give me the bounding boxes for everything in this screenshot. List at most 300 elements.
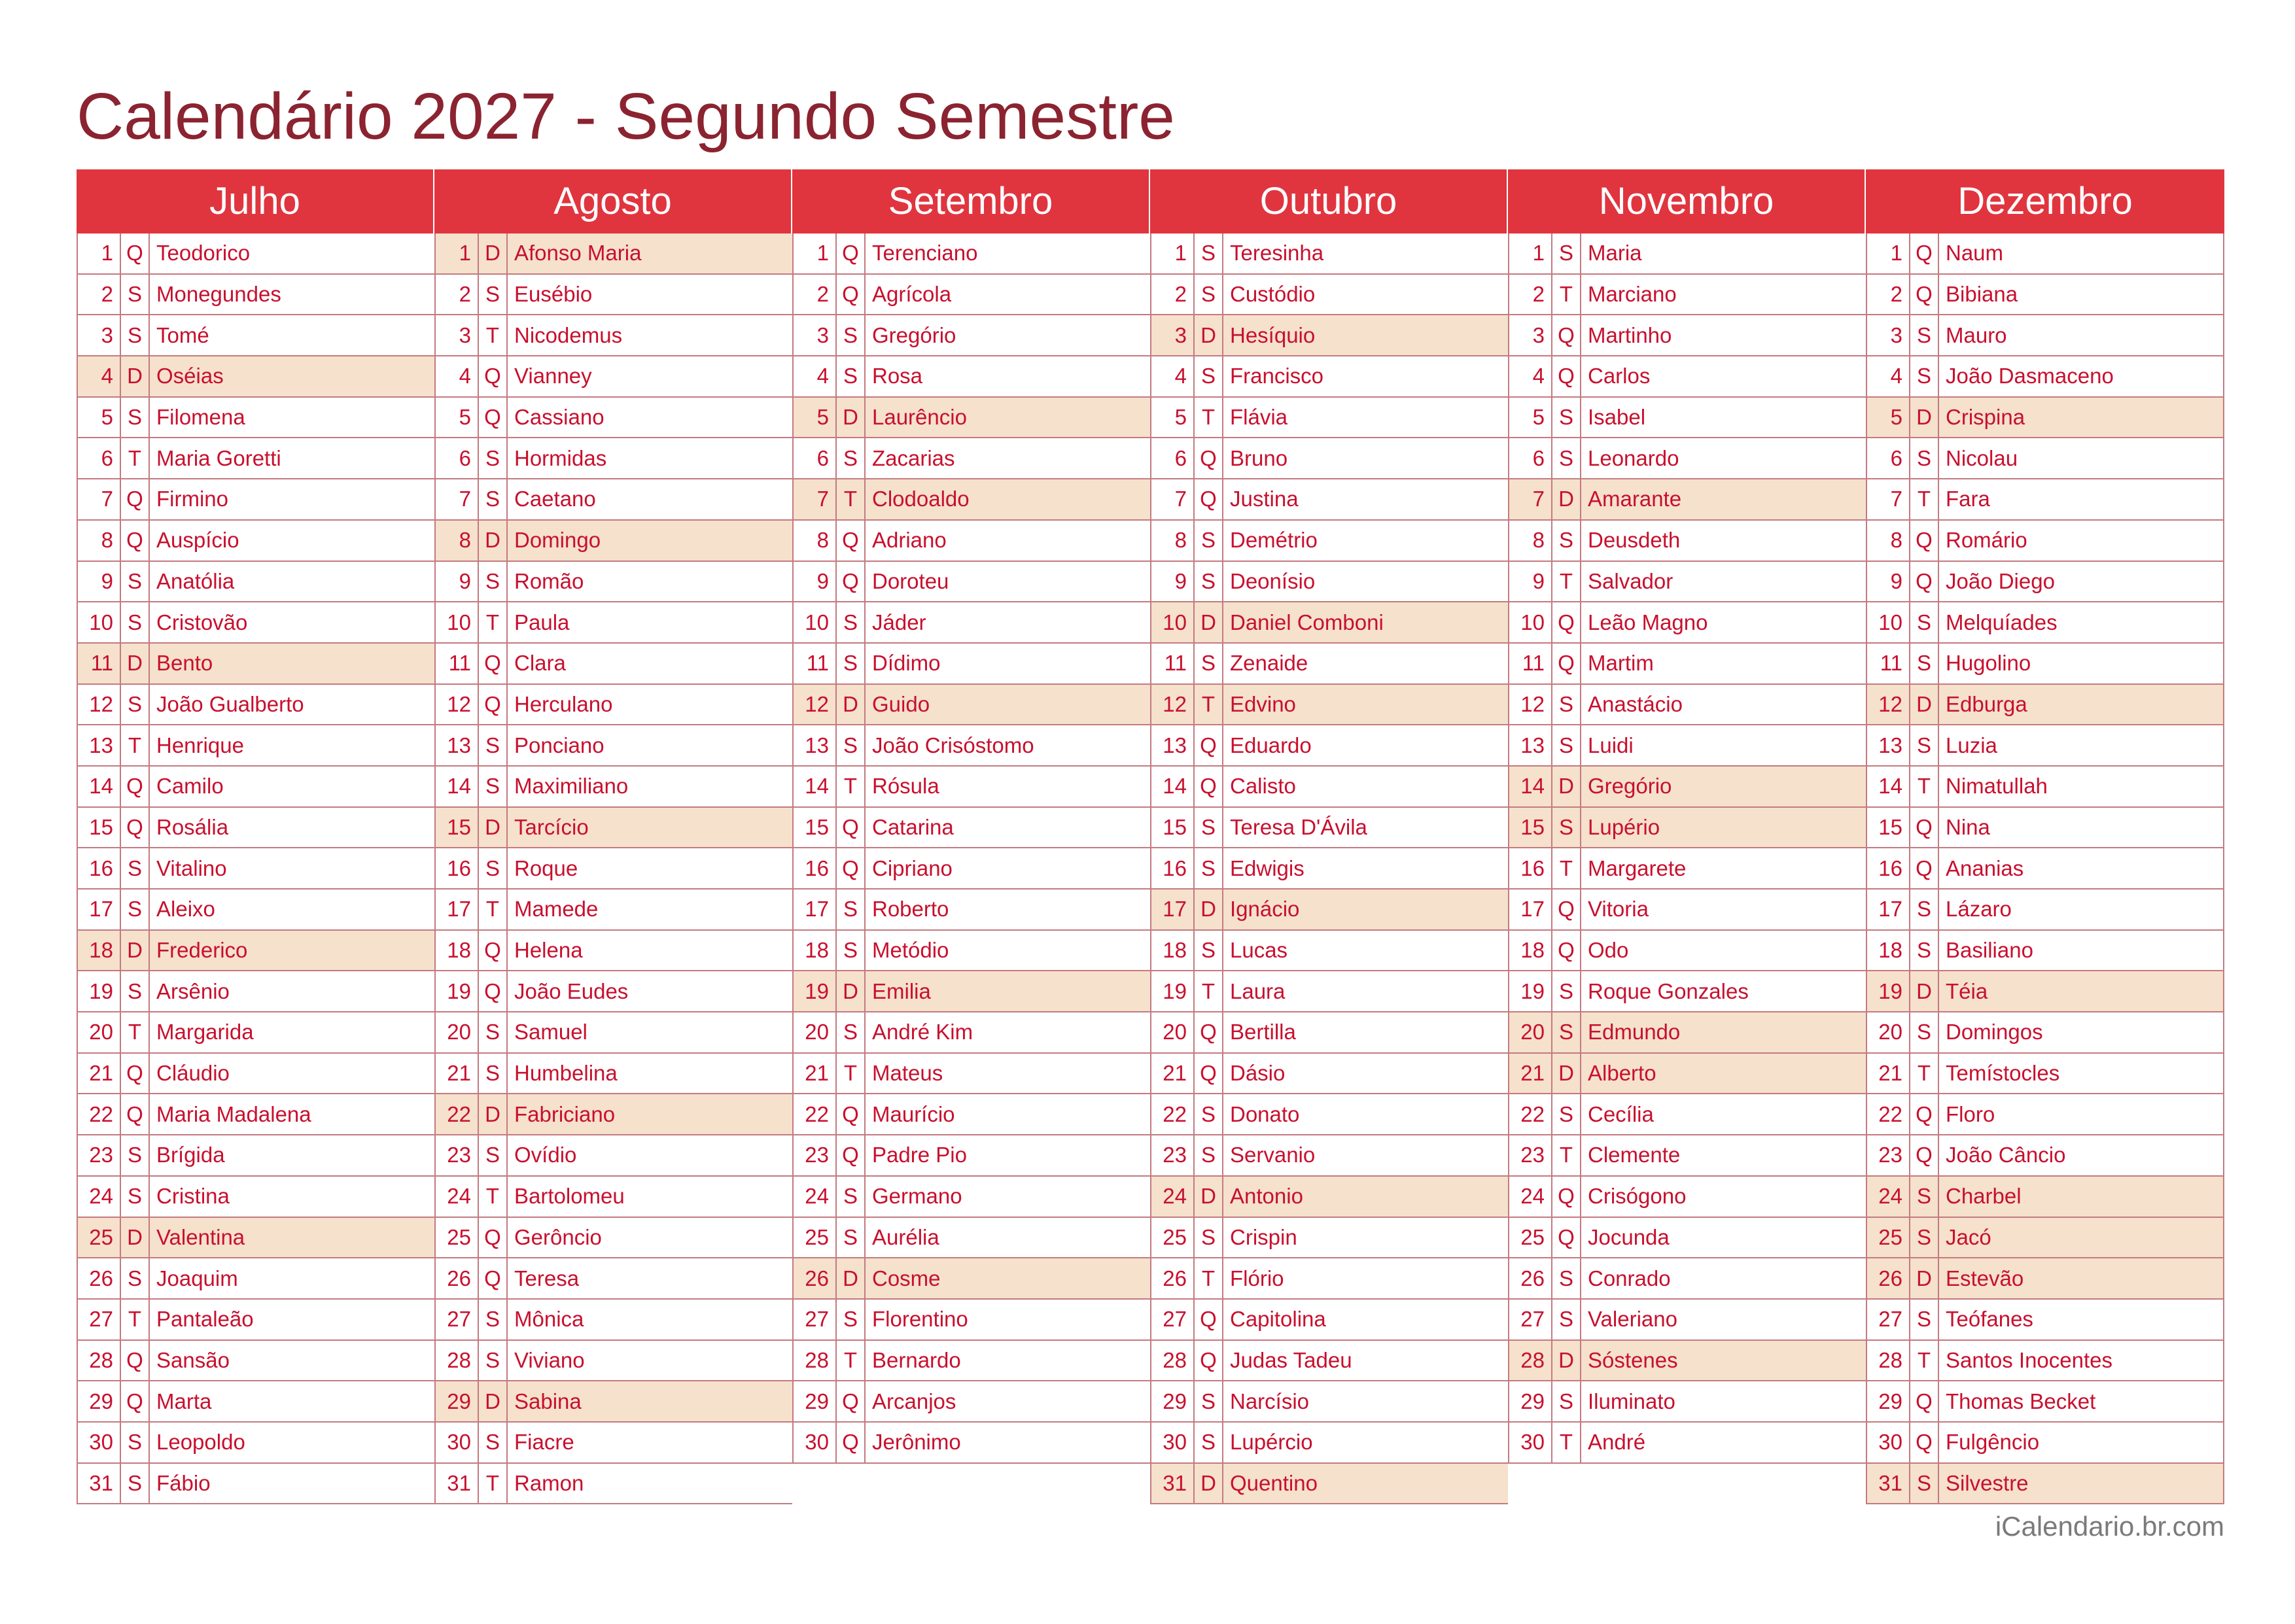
day-number: 17 xyxy=(794,890,837,929)
day-row xyxy=(1866,315,2224,356)
day-number: 14 xyxy=(1509,767,1552,806)
day-number: 19 xyxy=(1867,971,1910,1011)
day-number: 25 xyxy=(436,1218,479,1258)
saint-name: Padre Pio xyxy=(872,1143,967,1167)
weekday-letter: T xyxy=(1910,767,1939,806)
day-row xyxy=(1508,562,1866,603)
weekday-letter: D xyxy=(1195,1177,1223,1217)
saint-name: Martim xyxy=(1588,651,1654,676)
weekday-letter: Q xyxy=(1552,1218,1581,1258)
day-row xyxy=(434,644,792,685)
weekday-letter: S xyxy=(121,275,150,315)
saint-name: Leão Magno xyxy=(1588,610,1708,634)
day-row xyxy=(792,315,1150,356)
day-number: 3 xyxy=(794,315,837,355)
day-number: 10 xyxy=(1867,602,1910,642)
day-row xyxy=(1508,725,1866,767)
saint-name: André xyxy=(1588,1430,1646,1455)
day-row xyxy=(1866,1177,2224,1218)
day-number: 13 xyxy=(436,725,479,765)
day-row xyxy=(1150,233,1508,275)
weekday-letter: S xyxy=(121,602,150,642)
day-row xyxy=(434,398,792,439)
saint-name: Fara xyxy=(1946,487,1990,511)
weekday-letter: S xyxy=(479,1012,508,1052)
weekday-letter: T xyxy=(1910,1054,1939,1094)
day-row xyxy=(77,848,434,890)
day-row xyxy=(792,1012,1150,1054)
weekday-letter: T xyxy=(1195,685,1223,725)
day-number: 15 xyxy=(78,808,121,848)
day-number: 4 xyxy=(436,356,479,396)
weekday-letter: T xyxy=(837,767,866,806)
saint-name: Frederico xyxy=(156,938,248,963)
weekday-letter: Q xyxy=(1552,890,1581,929)
saint-name: Odo xyxy=(1588,938,1629,963)
day-number: 13 xyxy=(1151,725,1195,765)
day-number: 13 xyxy=(794,725,837,765)
day-row xyxy=(434,275,792,316)
day-row xyxy=(434,848,792,890)
day-row xyxy=(77,931,434,972)
weekday-letter: S xyxy=(1552,1381,1581,1421)
day-row xyxy=(434,767,792,808)
day-number: 2 xyxy=(436,275,479,315)
weekday-letter: Q xyxy=(837,848,866,888)
weekday-letter: S xyxy=(1195,848,1223,888)
day-number: 31 xyxy=(78,1464,121,1504)
saint-name: Sabina xyxy=(514,1389,582,1413)
saint-name: Rosália xyxy=(156,814,229,839)
day-row xyxy=(1866,1012,2224,1054)
weekday-letter: S xyxy=(479,1423,508,1462)
day-row xyxy=(1150,808,1508,849)
saint-name: Florentino xyxy=(872,1307,968,1332)
weekday-letter: Q xyxy=(837,521,866,561)
saint-name: Luidi xyxy=(1588,733,1634,757)
saint-name: Crispina xyxy=(1946,405,2025,430)
day-row xyxy=(77,1054,434,1095)
saint-name: Nina xyxy=(1946,814,1990,839)
weekday-letter: D xyxy=(837,1258,866,1298)
day-number: 5 xyxy=(794,398,837,438)
saint-name: João Gualberto xyxy=(156,691,304,716)
day-number: 1 xyxy=(78,233,121,273)
weekday-letter: S xyxy=(1552,1258,1581,1298)
weekday-letter: D xyxy=(1910,1258,1939,1298)
saint-name: Crisógono xyxy=(1588,1184,1687,1209)
saint-name: Eduardo xyxy=(1230,733,1312,757)
day-row xyxy=(77,1012,434,1054)
weekday-letter: S xyxy=(837,725,866,765)
saint-name: Mateus xyxy=(872,1061,943,1086)
weekday-letter: D xyxy=(1195,315,1223,355)
saint-name: Rósula xyxy=(872,774,939,799)
weekday-letter: Q xyxy=(121,808,150,848)
day-number: 20 xyxy=(1509,1012,1552,1052)
day-row xyxy=(792,1258,1150,1300)
day-number: 16 xyxy=(78,848,121,888)
weekday-letter: S xyxy=(837,438,866,478)
month-header: Agosto xyxy=(434,169,792,233)
day-row xyxy=(434,562,792,603)
weekday-letter: S xyxy=(479,562,508,602)
saint-name: João Crisóstomo xyxy=(872,733,1034,757)
saint-name: Joaquim xyxy=(156,1266,238,1290)
day-number: 7 xyxy=(794,479,837,519)
weekday-letter: T xyxy=(1195,398,1223,438)
weekday-letter: Q xyxy=(121,233,150,273)
weekday-letter: Q xyxy=(837,808,866,848)
day-row xyxy=(1150,398,1508,439)
day-row xyxy=(1508,1381,1866,1423)
day-row xyxy=(1150,1094,1508,1135)
weekday-letter: Q xyxy=(1552,644,1581,683)
weekday-letter: S xyxy=(1195,644,1223,683)
weekday-letter: D xyxy=(1910,971,1939,1011)
weekday-letter: D xyxy=(121,931,150,971)
day-row xyxy=(1150,1218,1508,1259)
day-number: 21 xyxy=(1867,1054,1910,1094)
day-number: 12 xyxy=(794,685,837,725)
day-row xyxy=(792,1054,1150,1095)
saint-name: Anastácio xyxy=(1588,691,1683,716)
weekday-letter: D xyxy=(1552,1054,1581,1094)
weekday-letter: S xyxy=(479,1054,508,1094)
weekday-letter: Q xyxy=(1552,315,1581,355)
day-row xyxy=(1866,602,2224,644)
saint-name: Edvino xyxy=(1230,691,1296,716)
day-number: 14 xyxy=(1867,767,1910,806)
saint-name: Cristina xyxy=(156,1184,230,1209)
weekday-letter: S xyxy=(1552,1300,1581,1339)
saint-name: Thomas Becket xyxy=(1946,1389,2096,1413)
day-number: 5 xyxy=(78,398,121,438)
day-row xyxy=(1508,1177,1866,1218)
day-number: 29 xyxy=(1509,1381,1552,1421)
day-number: 3 xyxy=(1509,315,1552,355)
weekday-letter: Q xyxy=(837,1381,866,1421)
weekday-letter: Q xyxy=(1910,275,1939,315)
saint-name: Ovídio xyxy=(514,1143,577,1167)
month-header: Outubro xyxy=(1150,169,1508,233)
day-number: 8 xyxy=(436,521,479,561)
weekday-letter: S xyxy=(479,1341,508,1381)
saint-name: Donato xyxy=(1230,1101,1300,1126)
day-number: 19 xyxy=(78,971,121,1011)
weekday-letter: Q xyxy=(479,1218,508,1258)
day-number: 14 xyxy=(436,767,479,806)
weekday-letter: D xyxy=(1552,479,1581,519)
saint-name: Henrique xyxy=(156,733,244,757)
day-row xyxy=(1508,398,1866,439)
weekday-letter: Q xyxy=(837,275,866,315)
day-number: 30 xyxy=(1867,1423,1910,1462)
saint-name: Humbelina xyxy=(514,1061,618,1086)
weekday-letter: S xyxy=(1552,971,1581,1011)
day-number: 17 xyxy=(436,890,479,929)
day-number: 9 xyxy=(1867,562,1910,602)
day-row xyxy=(1508,931,1866,972)
saint-name: Santos Inocentes xyxy=(1946,1347,2113,1372)
day-number: 15 xyxy=(1151,808,1195,848)
saint-name: Camilo xyxy=(156,774,224,799)
day-number: 30 xyxy=(436,1423,479,1462)
day-row xyxy=(792,521,1150,562)
day-list xyxy=(1150,233,1508,1504)
day-row xyxy=(792,1341,1150,1382)
day-number: 21 xyxy=(1151,1054,1195,1094)
weekday-letter: Q xyxy=(1195,1300,1223,1339)
saint-name: Ponciano xyxy=(514,733,604,757)
day-number: 7 xyxy=(78,479,121,519)
weekday-letter: T xyxy=(121,438,150,478)
saint-name: Francisco xyxy=(1230,364,1324,389)
day-number: 2 xyxy=(78,275,121,315)
day-row xyxy=(77,479,434,521)
saint-name: Aurélia xyxy=(872,1224,939,1249)
day-number: 27 xyxy=(436,1300,479,1339)
saint-name: Justina xyxy=(1230,487,1299,511)
saint-name: Terenciano xyxy=(872,241,978,266)
day-number: 20 xyxy=(436,1012,479,1052)
day-row xyxy=(77,1423,434,1464)
weekday-letter: S xyxy=(121,398,150,438)
weekday-letter: T xyxy=(479,602,508,642)
weekday-letter: S xyxy=(1552,438,1581,478)
day-number: 4 xyxy=(794,356,837,396)
day-row xyxy=(792,438,1150,479)
day-row xyxy=(434,1135,792,1177)
day-number: 9 xyxy=(794,562,837,602)
weekday-letter: D xyxy=(837,398,866,438)
weekday-letter: S xyxy=(1195,1381,1223,1421)
day-row xyxy=(1508,808,1866,849)
day-number: 2 xyxy=(1509,275,1552,315)
saint-name: Teresa xyxy=(514,1266,580,1290)
day-number: 11 xyxy=(794,644,837,683)
saint-name: Zenaide xyxy=(1230,651,1308,676)
weekday-letter: S xyxy=(1910,1300,1939,1339)
day-row xyxy=(792,644,1150,685)
day-row xyxy=(1150,685,1508,726)
saint-name: Teodorico xyxy=(156,241,251,266)
weekday-letter: T xyxy=(479,315,508,355)
day-number: 18 xyxy=(1151,931,1195,971)
weekday-letter: Q xyxy=(479,931,508,971)
saint-name: Estevão xyxy=(1946,1266,2024,1290)
month-column xyxy=(77,169,434,1504)
weekday-letter: S xyxy=(837,1012,866,1052)
day-row xyxy=(434,479,792,521)
day-number: 24 xyxy=(1867,1177,1910,1217)
saint-name: Iluminato xyxy=(1588,1389,1675,1413)
day-number: 22 xyxy=(1509,1094,1552,1134)
day-number: 29 xyxy=(78,1381,121,1421)
saint-name: Nimatullah xyxy=(1946,774,2048,799)
day-row xyxy=(1508,275,1866,316)
weekday-letter: T xyxy=(837,1054,866,1094)
saint-name: Bibiana xyxy=(1946,282,2018,307)
saint-name: Zacarias xyxy=(872,445,955,470)
saint-name: Deusdeth xyxy=(1588,528,1681,553)
day-row xyxy=(792,356,1150,398)
day-number: 17 xyxy=(1867,890,1910,929)
day-list xyxy=(1866,233,2224,1504)
day-row xyxy=(792,848,1150,890)
day-number: 7 xyxy=(1867,479,1910,519)
weekday-letter: Q xyxy=(121,1054,150,1094)
weekday-letter: Q xyxy=(479,971,508,1011)
weekday-letter: S xyxy=(1910,1218,1939,1258)
saint-name: Temístocles xyxy=(1946,1061,2060,1086)
day-number: 26 xyxy=(78,1258,121,1298)
saint-name: Teresinha xyxy=(1230,241,1324,266)
day-row xyxy=(77,808,434,849)
weekday-letter: S xyxy=(479,848,508,888)
day-number: 4 xyxy=(1509,356,1552,396)
day-number: 3 xyxy=(1151,315,1195,355)
saint-name: Catarina xyxy=(872,814,954,839)
saint-name: Lázaro xyxy=(1946,897,2012,922)
day-number: 3 xyxy=(436,315,479,355)
saint-name: Floro xyxy=(1946,1101,1995,1126)
saint-name: Jocunda xyxy=(1588,1224,1670,1249)
weekday-letter: S xyxy=(1910,644,1939,683)
weekday-letter: S xyxy=(1195,356,1223,396)
saint-name: João Câncio xyxy=(1946,1143,2066,1167)
day-number: 21 xyxy=(78,1054,121,1094)
day-number: 12 xyxy=(1867,685,1910,725)
saint-name: Arsênio xyxy=(156,978,230,1003)
day-row xyxy=(434,1218,792,1259)
day-number: 17 xyxy=(1151,890,1195,929)
day-row xyxy=(1508,233,1866,275)
day-number: 13 xyxy=(1867,725,1910,765)
day-row xyxy=(77,1135,434,1177)
month-header: Setembro xyxy=(792,169,1150,233)
day-row xyxy=(77,233,434,275)
day-row xyxy=(1508,971,1866,1012)
day-number: 2 xyxy=(1867,275,1910,315)
day-number: 30 xyxy=(1151,1423,1195,1462)
day-row xyxy=(1866,398,2224,439)
saint-name: Mauro xyxy=(1946,322,2007,347)
weekday-letter: T xyxy=(1910,1341,1939,1381)
weekday-letter: S xyxy=(837,644,866,683)
day-number: 12 xyxy=(78,685,121,725)
saint-name: Pantaleão xyxy=(156,1307,254,1332)
weekday-letter: S xyxy=(479,479,508,519)
saint-name: Leonardo xyxy=(1588,445,1679,470)
weekday-letter: S xyxy=(837,890,866,929)
day-number: 8 xyxy=(1151,521,1195,561)
day-number: 11 xyxy=(1151,644,1195,683)
day-number: 29 xyxy=(436,1381,479,1421)
saint-name: Valeriano xyxy=(1588,1307,1677,1332)
day-row xyxy=(1866,644,2224,685)
day-number: 4 xyxy=(1867,356,1910,396)
saint-name: Arcanjos xyxy=(872,1389,956,1413)
weekday-letter: Q xyxy=(479,685,508,725)
day-number: 8 xyxy=(1509,521,1552,561)
day-number: 13 xyxy=(1509,725,1552,765)
day-row xyxy=(1150,1381,1508,1423)
day-number: 7 xyxy=(1509,479,1552,519)
saint-name: Teófanes xyxy=(1946,1307,2033,1332)
day-number: 15 xyxy=(436,808,479,848)
saint-name: Isabel xyxy=(1588,405,1646,430)
weekday-letter: S xyxy=(1195,233,1223,273)
day-row xyxy=(77,356,434,398)
day-row xyxy=(1150,1177,1508,1218)
weekday-letter: D xyxy=(479,808,508,848)
day-number: 26 xyxy=(1151,1258,1195,1298)
saint-name: Crispin xyxy=(1230,1224,1297,1249)
day-row xyxy=(434,1341,792,1382)
day-row xyxy=(792,275,1150,316)
day-row xyxy=(792,767,1150,808)
month-header: Novembro xyxy=(1508,169,1866,233)
day-row xyxy=(1150,521,1508,562)
saint-name: Roberto xyxy=(872,897,949,922)
weekday-letter: S xyxy=(1552,685,1581,725)
day-number: 16 xyxy=(794,848,837,888)
weekday-letter: Q xyxy=(479,398,508,438)
day-number: 9 xyxy=(78,562,121,602)
weekday-letter: S xyxy=(1552,521,1581,561)
saint-name: Paula xyxy=(514,610,570,634)
day-row xyxy=(1866,931,2224,972)
saint-name: Vianney xyxy=(514,364,592,389)
weekday-letter: S xyxy=(1910,315,1939,355)
weekday-letter: S xyxy=(1195,1218,1223,1258)
saint-name: Ignácio xyxy=(1230,897,1300,922)
day-number: 22 xyxy=(1151,1094,1195,1134)
weekday-letter: D xyxy=(479,233,508,273)
weekday-letter: T xyxy=(1552,848,1581,888)
day-number: 5 xyxy=(1867,398,1910,438)
saint-name: Domingo xyxy=(514,528,601,553)
day-row xyxy=(1150,767,1508,808)
weekday-letter: Q xyxy=(1195,1054,1223,1094)
day-row xyxy=(1150,602,1508,644)
day-number: 13 xyxy=(78,725,121,765)
saint-name: Afonso Maria xyxy=(514,241,642,266)
day-number: 16 xyxy=(1151,848,1195,888)
weekday-letter: T xyxy=(837,479,866,519)
saint-name: Martinho xyxy=(1588,322,1672,347)
saint-name: Auspício xyxy=(156,528,239,553)
weekday-letter: Q xyxy=(837,233,866,273)
saint-name: Jacó xyxy=(1946,1224,1991,1249)
day-row xyxy=(792,562,1150,603)
weekday-letter: T xyxy=(1552,1135,1581,1175)
weekday-letter: D xyxy=(1910,685,1939,725)
day-list xyxy=(434,233,792,1504)
day-number: 27 xyxy=(1867,1300,1910,1339)
weekday-letter: S xyxy=(121,1177,150,1217)
day-number: 8 xyxy=(794,521,837,561)
day-number: 4 xyxy=(78,356,121,396)
day-row xyxy=(434,602,792,644)
weekday-letter: Q xyxy=(121,1094,150,1134)
saint-name: Tarcício xyxy=(514,814,589,839)
day-number: 2 xyxy=(794,275,837,315)
day-number: 11 xyxy=(436,644,479,683)
day-row xyxy=(77,562,434,603)
day-row xyxy=(434,356,792,398)
